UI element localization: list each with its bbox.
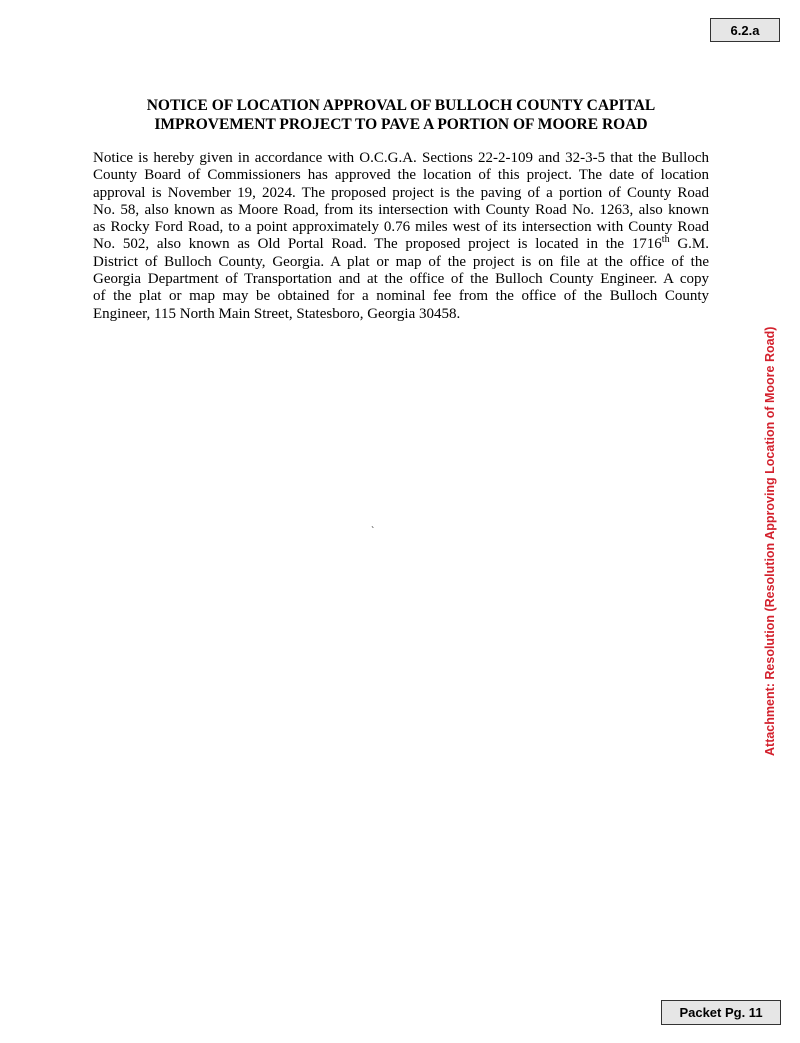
item-number-badge (710, 18, 780, 42)
stray-mark: ` (371, 526, 375, 537)
notice-body-line-8: Georgia Department of Transportation and at the office of the Bulloch County Engineer. A copy (93, 271, 709, 288)
notice-body-line-2: County Board of Commissioners has approved the location of this project. The date of location (93, 167, 709, 184)
notice-body-line-6 (93, 236, 709, 253)
notice-body-line-5: as Rocky Ford Road, to a point approximately 0.76 miles west of its intersection with County Road (93, 219, 709, 236)
notice-body-line-9: of the plat or map may be obtained for a nominal fee from the office of the Bulloch County (93, 288, 709, 305)
notice-body-line-1: Notice is hereby given in accordance with O.C.G.A. Sections 22-2-109 and 32-3-5 that the Bulloch (93, 150, 709, 166)
notice-title (93, 96, 709, 134)
packet-page-label: Packet Pg. 11 (679, 1005, 763, 1020)
notice-body-line-7: District of Bulloch County, Georgia. A plat or map of the project is on file at the office of the (93, 253, 709, 270)
attachment-side-label: Attachment: Resolution (Resolution Approving Location of Moore Road) (763, 326, 777, 756)
district-tail: G.M. (669, 236, 709, 253)
notice-body-line-10: Engineer, 115 North Main Street, Statesboro, Georgia 30458. (93, 305, 461, 322)
item-number-label: 6.2.a (730, 22, 760, 38)
packet-page-badge (661, 1000, 781, 1025)
notice-title-line-2: IMPROVEMENT PROJECT TO PAVE A PORTION OF MOORE ROAD (154, 116, 648, 133)
notice-body (93, 150, 709, 323)
notice-body-line-3: approval is November 19, 2024. The proposed project is the paving of a portion of County Road (93, 184, 709, 201)
notice-body-line-6-text: No. 502, also known as Old Portal Road. The proposed project is located in the 1716 (93, 236, 662, 253)
notice-title-line-1: NOTICE OF LOCATION APPROVAL OF BULLOCH COUNTY CAPITAL (146, 97, 656, 114)
district-ordinal-suffix: th (661, 234, 670, 246)
notice-body-line-4: No. 58, also known as Moore Road, from its intersection with County Road No. 1263, also known (93, 201, 709, 218)
